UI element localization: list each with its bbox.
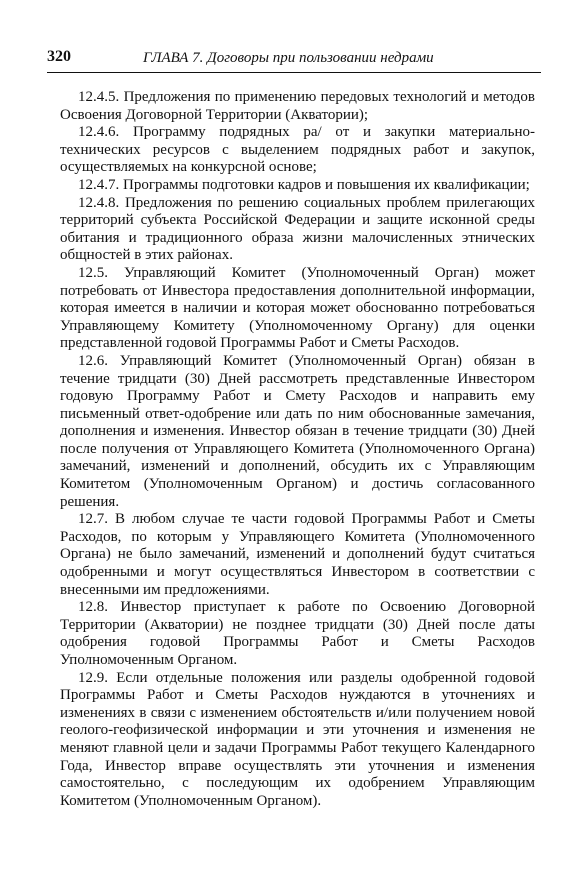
paragraph-12-4-8: 12.4.8. Предложения по решению социальных проблем прилегающих территорий субъекта Российской Федерации и защите исконной среды обитания и традиционного образа жизни малочисленных этнических общностей в этих районах. (60, 194, 535, 264)
paragraph-12-9: 12.9. Если отдельные положения или разделы одобренной годовой Программы Работ и Сметы Расходов нуждаются в уточнениях и изменениях в связи с изменением обстоятельств и/или получением новой геолого-геофизической информации и эти уточнения и изменения не меняют главной цели и задачи Программы Работ текущего Календарного Года, Инвестор вправе осуществлять эти уточнения и изменения самостоятельно, с последующим их одобрением Управляющим Комитетом (Уполномоченным Органом). (60, 669, 535, 809)
paragraph-12-7: 12.7. В любом случае те части годовой Программы Работ и Сметы Расходов, по которым у Управляющего Комитета (Уполномоченного Органа) не было замечаний, изменений и дополнений будут считаться одобренными и могут осуществляться Инвестором в соответствии с внесенными им предложениями. (60, 511, 535, 598)
running-title: ГЛАВА 7. Договоры при пользовании недрами (143, 50, 434, 66)
paragraph-12-8: 12.8. Инвестор приступает к работе по Освоению Договорной Территории (Акватории) не позднее тридцати (30) Дней после даты одобрения годовой Программы Работ и Сметы Расходов Уполномоченным Органом. (60, 599, 535, 668)
page-number: 320 (47, 48, 71, 65)
header-rule (47, 72, 541, 73)
paragraph-12-5: 12.5. Управляющий Комитет (Уполномоченный Орган) может потребовать от Инвестора предоставления дополнительной информации, которая имеется в наличии и которая может обоснованно потребоваться Управляющему Комитету (Уполномоченному Органу) для оценки представленной годовой Программы Работ и Сметы Расходов. (60, 264, 535, 352)
paragraph-12-4-6: 12.4.6. Программу подрядных ра/ от и закупки материально-технических ресурсов с выделением подрядных работ и закупок, осуществляемых на конкурсной основе; (60, 124, 535, 176)
paragraph-12-4-5: 12.4.5. Предложения по применению передовых технологий и методов Освоения Договорной Территории (Акватории); (60, 89, 535, 123)
page-header (47, 47, 541, 69)
paragraph-12-4-7: 12.4.7. Программы подготовки кадров и повышения их квалификации; (78, 176, 530, 193)
paragraph-12-6: 12.6. Управляющий Комитет (Уполномоченный Орган) обязан в течение тридцати (30) Дней рассмотреть представленные Инвестором годовую Программу Работ и Смету Расходов и направить ему письменный ответ-одобрение или дать по ним обоснованные замечания, дополнения и изменения. Инвестор обязан в течение тридцати (30) Дней после получения от Управляющего Комитета (Уполномоченного Органа) замечаний, изменений и дополнений, обсудить их с Управляющим Комитетом (Уполномоченным Органом) и достичь согласованного решения. (60, 352, 535, 510)
body-text (60, 89, 535, 810)
